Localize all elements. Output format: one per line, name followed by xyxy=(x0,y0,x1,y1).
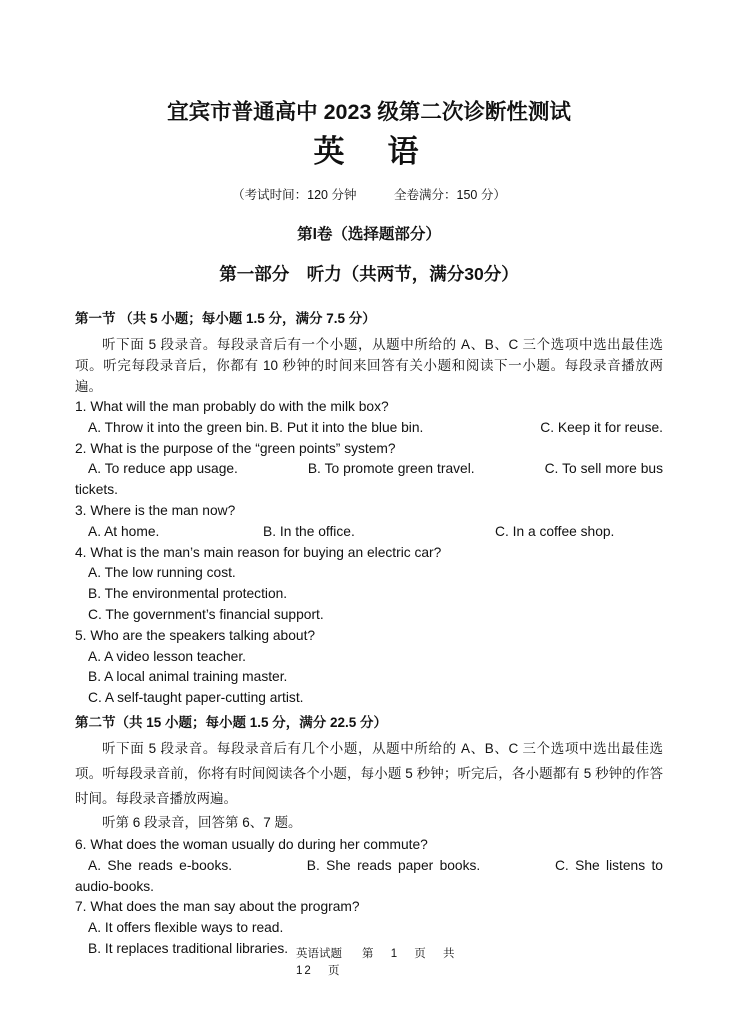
subject-title: 英 语 xyxy=(313,134,425,169)
section1-questions xyxy=(75,397,663,709)
footer-page-info: 第 1 页 共 xyxy=(362,948,457,960)
option-gap xyxy=(479,472,541,473)
footer-doc-name: 英语试题 xyxy=(296,948,342,960)
volume-heading: 第I卷（选择题部分） xyxy=(297,226,441,243)
page-footer xyxy=(296,946,456,980)
question-options xyxy=(75,856,663,898)
question-stem: What is the purpose of the “green points” system? xyxy=(90,440,396,456)
question-number: 1. xyxy=(75,399,87,414)
question-6 xyxy=(75,835,663,897)
option-c: C. A self-taught paper-cutting artist. xyxy=(88,690,304,706)
option-gap xyxy=(238,869,300,870)
question-stem: Who are the speakers talking about? xyxy=(90,627,316,643)
option-b: B. It replaces traditional libraries. xyxy=(88,940,289,956)
question-stem: What is the man’s main reason for buying an electric car? xyxy=(90,544,442,560)
question-stem: Where is the man now? xyxy=(90,502,236,518)
section1-instructions: 听下面 5 段录音。每段录音后有一个小题，从题中所给的 A、B、C 三个选项中选出最佳选项。听完每段录音后，你都有 10 秒钟的时间来回答有关小题和阅读下一小题。每段录音播放两遍。 xyxy=(75,337,663,394)
option-b: B. In the office. xyxy=(263,523,355,539)
option-b: B. She reads paper books. xyxy=(306,857,481,873)
question-number: 6. xyxy=(75,836,87,852)
question-5 xyxy=(75,626,663,709)
question-number: 2. xyxy=(75,440,87,456)
question-number: 7. xyxy=(75,899,87,915)
question-stem: What does the man say about the program? xyxy=(90,899,360,915)
question-2 xyxy=(75,439,663,501)
option-b: B. To promote green travel. xyxy=(307,461,475,477)
question-text xyxy=(75,543,663,564)
option-b: B. Put it into the blue bin. xyxy=(269,419,424,435)
question-options xyxy=(75,418,663,439)
option-b: B. A local animal training master. xyxy=(88,669,288,685)
question-text xyxy=(75,439,663,460)
question-stem: What does the woman usually do during her commute? xyxy=(90,836,428,852)
exam-info: （考试时间：120 分钟 全卷满分：150 分） xyxy=(232,188,506,202)
option-a: A. A video lesson teacher. xyxy=(88,648,247,664)
footer-page-info-2: 12 页 xyxy=(296,965,342,977)
option-a: A. It offers flexible ways to read. xyxy=(88,920,284,936)
question-number: 4. xyxy=(75,544,87,560)
question-stem: What will the man probably do with the milk box? xyxy=(90,399,389,414)
option-b: B. The environmental protection. xyxy=(88,586,288,602)
option-c: C. To sell more bus tickets. xyxy=(75,461,663,498)
option-c: C. She listens to audio-books. xyxy=(75,857,663,894)
question-1 xyxy=(75,397,663,439)
question-text xyxy=(75,626,663,647)
question-number: 5. xyxy=(75,627,87,643)
exam-title: 宜宾市普通高中 2023 级第二次诊断性测试 xyxy=(167,100,571,124)
option-a: A. The low running cost. xyxy=(88,565,236,581)
option-c: C. Keep it for reuse. xyxy=(540,419,663,435)
option-a: A. She reads e-books. xyxy=(88,857,233,873)
option-c: C. In a coffee shop. xyxy=(495,523,615,539)
section1-heading: 第一节 （共 5 小题；每小题 1.5 分，满分 7.5 分） xyxy=(75,311,376,326)
section2-listen-note: 听第 6 段录音，回答第 6、7 题。 xyxy=(102,814,302,830)
section2-instructions: 听下面 5 段录音。每段录音后有几个小题，从题中所给的 A、B、C 三个选项中选出最佳选项。听每段录音前，你将有时间阅读各个小题，每小题 5 秒钟；听完后，各小题都有 5 秒钟的作答时间。每段录音播放两遍。 xyxy=(75,740,663,806)
option-a: A. At home. xyxy=(88,523,160,539)
question-text xyxy=(75,397,663,418)
footer-line-1 xyxy=(296,946,456,963)
section2-questions xyxy=(75,835,663,960)
option-c: C. The government’s financial support. xyxy=(88,606,324,622)
question-text xyxy=(75,835,663,856)
question-3 xyxy=(75,501,663,543)
option-a: A. To reduce app usage. xyxy=(88,461,238,477)
section2-heading: 第二节（共 15 小题；每小题 1.5 分，满分 22.5 分） xyxy=(75,714,388,730)
question-text xyxy=(75,501,663,522)
question-options xyxy=(75,459,663,501)
question-text xyxy=(75,897,663,918)
question-options xyxy=(75,522,663,543)
option-gap xyxy=(487,869,549,870)
question-4 xyxy=(75,543,663,626)
question-number: 3. xyxy=(75,502,87,518)
part-heading: 第一部分 听力（共两节，满分30分） xyxy=(219,264,519,284)
option-gap xyxy=(242,472,304,473)
option-a: A. Throw it into the green bin. xyxy=(88,419,268,435)
